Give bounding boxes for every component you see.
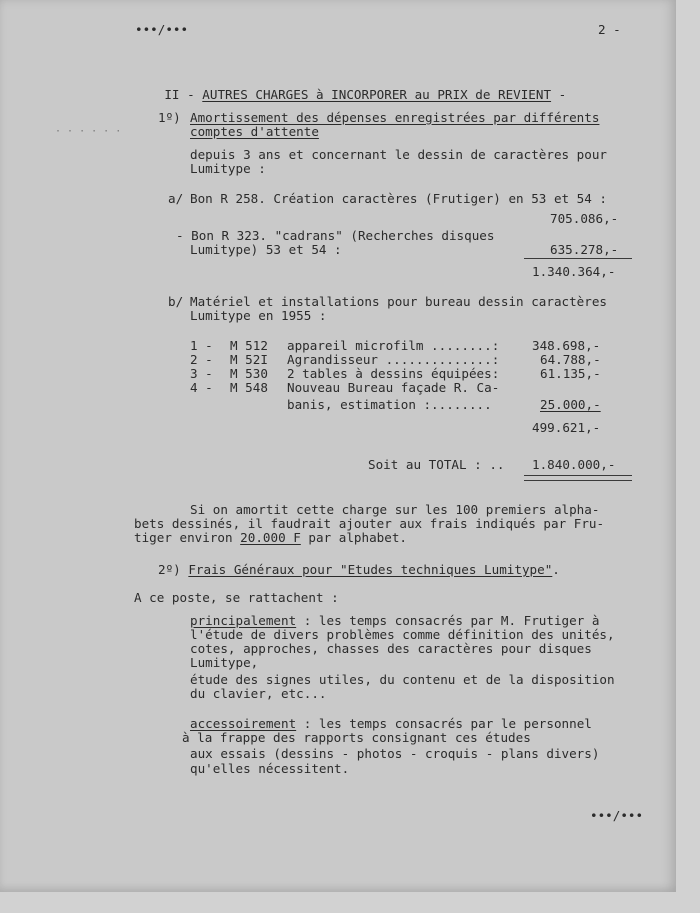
page-number: 2 - xyxy=(598,22,621,37)
principal-line6: du clavier, etc... xyxy=(190,686,327,701)
footer-continuation: •••/••• xyxy=(590,808,644,823)
para1-line3-post: par alphabet. xyxy=(300,530,407,545)
b-line2: Lumitype en 1955 : xyxy=(190,308,327,323)
item2-heading xyxy=(158,562,560,577)
item2-number: 2º) xyxy=(158,562,181,577)
b-item-desc: Agrandisseur ..............: xyxy=(287,352,500,367)
b-item4-amount: 25.000,- xyxy=(540,397,601,412)
item1-number: 1º) xyxy=(158,110,181,125)
margin-dots: · · · · · · xyxy=(55,126,122,137)
item1-title-line1: Amortissement des dépenses enregistrées par différents xyxy=(190,110,600,125)
principal-line4: Lumitype, xyxy=(190,655,259,670)
b-item-num: 4 - xyxy=(190,380,213,395)
b-item-num: 1 - xyxy=(190,338,213,353)
para1-line2: bets dessinés, il faudrait ajouter aux frais indiqués par Fru- xyxy=(134,516,605,531)
a-amount1: 705.086,- xyxy=(550,211,619,226)
accessoire-line4: qu'elles nécessitent. xyxy=(190,761,350,776)
item1-desc-line1: depuis 3 ans et concernant le dessin de caractères pour xyxy=(190,147,608,162)
b-item-num: 2 - xyxy=(190,352,213,367)
section-title-suffix: - xyxy=(551,87,567,102)
b-item-num: 3 - xyxy=(190,366,213,381)
header-continuation: •••/••• xyxy=(135,22,189,37)
para1-amount: 20.000 F xyxy=(240,530,301,545)
item2-suffix: . xyxy=(552,562,560,577)
b-item-amount: 348.698,- xyxy=(532,338,601,353)
b-item4-line2: banis, estimation :........ xyxy=(287,397,492,412)
principal-keyword: principalement xyxy=(190,613,297,628)
section-title: AUTRES CHARGES à INCORPORER au PRIX de REVIENT xyxy=(202,87,552,102)
a-subtotal: 1.340.364,- xyxy=(532,264,616,279)
b-item-code: M 512 xyxy=(230,338,268,353)
b-item-code: M 52I xyxy=(230,352,268,367)
para1-line3 xyxy=(134,530,407,545)
item1-desc-line2: Lumitype : xyxy=(190,161,266,176)
total-label: Soit au TOTAL : .. xyxy=(368,457,505,472)
a-line1: Bon R 258. Création caractères (Frutiger) en 53 et 54 : xyxy=(190,191,608,206)
a-amount2: 635.278,- xyxy=(550,242,619,257)
total-rule xyxy=(524,475,632,476)
item2-title: Frais Généraux pour "Etudes techniques Lumitype" xyxy=(188,562,553,577)
accessoire-line2: à la frappe des rapports consignant ces études xyxy=(182,730,531,745)
principal-line5: étude des signes utiles, du contenu et de la disposition xyxy=(190,672,615,687)
total-amount: 1.840.000,- xyxy=(532,457,616,472)
a-bon2-line2: Lumitype) 53 et 54 : xyxy=(190,242,342,257)
item1-title-line2: comptes d'attente xyxy=(190,124,319,139)
total-double-rule xyxy=(524,480,632,481)
b-line1: Matériel et installations pour bureau dessin caractères xyxy=(190,294,608,309)
a-label: a/ xyxy=(168,191,184,206)
b-item-desc: appareil microfilm ........: xyxy=(287,338,500,353)
b-item-desc: 2 tables à dessins équipées: xyxy=(287,366,500,381)
accessoire-line1-rest: : les temps consacrés par le personnel xyxy=(296,716,592,731)
accessoire-line1 xyxy=(190,716,592,731)
principal-line2: l'étude de divers problèmes comme définition des unités, xyxy=(190,627,615,642)
b-subtotal: 499.621,- xyxy=(532,420,601,435)
b-item-amount: 61.135,- xyxy=(540,366,601,381)
a-bon2-line1: - Bon R 323. "cadrans" (Recherches disques xyxy=(176,228,495,243)
principal-line1 xyxy=(190,613,599,628)
principal-line1-rest: : les temps consacrés par M. Frutiger à xyxy=(296,613,600,628)
section-number: II - xyxy=(164,87,195,102)
accessoire-line3: aux essais (dessins - photos - croquis - plans divers) xyxy=(190,746,600,761)
b-item-desc: Nouveau Bureau façade R. Ca- xyxy=(287,380,500,395)
b-label: b/ xyxy=(168,294,184,309)
b-item-code: M 530 xyxy=(230,366,268,381)
item2-intro: A ce poste, se rattachent : xyxy=(134,590,339,605)
principal-line3: cotes, approches, chasses des caractères pour disques xyxy=(190,641,592,656)
para1-line1: Si on amortit cette charge sur les 100 premiers alpha- xyxy=(190,502,600,517)
a-sum-rule xyxy=(524,258,632,259)
b-item-code: M 548 xyxy=(230,380,268,395)
b-item-amount: 64.788,- xyxy=(540,352,601,367)
accessoire-keyword: accessoirement xyxy=(190,716,297,731)
para1-line3-pre: tiger environ xyxy=(134,530,241,545)
